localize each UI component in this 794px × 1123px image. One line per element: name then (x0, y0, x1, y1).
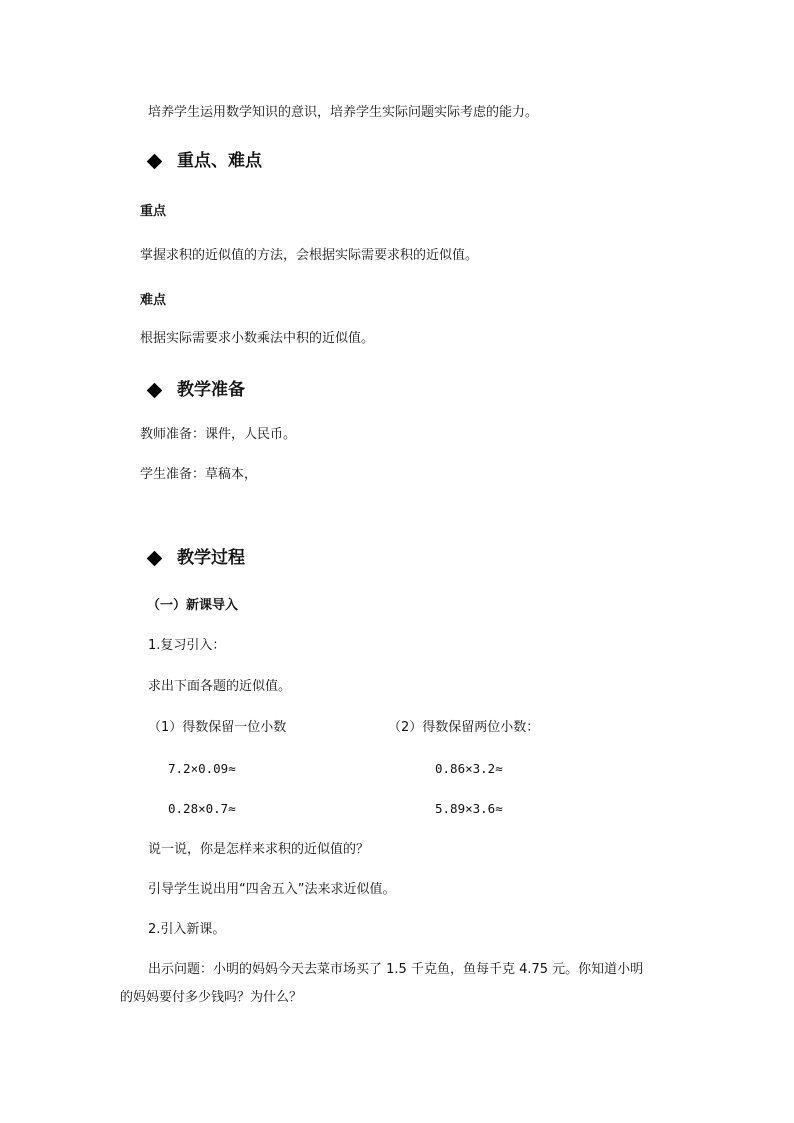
section-heading-process (147, 547, 245, 569)
discuss-text: 说一说，你是怎样来求积的近似值的？ (148, 842, 370, 857)
step1-prompt: 求出下面各题的近似值。 (148, 679, 292, 694)
right-column-title: （2）得数保留两位小数： (388, 720, 540, 735)
student-preparation: 学生准备：草稿本， (140, 467, 258, 482)
goal-text: 培养学生运用数学知识的意识，培养学生实际问题实际考虑的能力。 (148, 105, 539, 120)
diamond-bullet-icon (147, 550, 163, 566)
difficulty-label: 难点 (140, 293, 167, 308)
section-heading-preparation (147, 379, 245, 401)
exercise-item-left-2: 0.28×0.7≈ (168, 801, 236, 816)
section-heading-key-points-label: 重点、难点 (177, 151, 262, 171)
problem-text-line-1: 出示问题：小明的妈妈今天去菜市场买了 1.5 千克鱼，鱼每千克 4.75 元。你知道小明 (148, 962, 644, 977)
problem-text-line-2: 的妈妈要付多少钱吗？为什么？ (120, 990, 303, 1005)
exercise-item-right-1: 0.86×3.2≈ (435, 761, 503, 776)
sub-heading-new-lesson-intro: （一）新课导入 (147, 598, 239, 613)
diamond-bullet-icon (147, 382, 163, 398)
teacher-preparation: 教师准备：课件，人民币。 (140, 427, 297, 442)
left-column-title: （1）得数保留一位小数 (148, 720, 287, 735)
focus-label: 重点 (140, 204, 167, 219)
step1-title: 1.复习引入： (148, 638, 226, 653)
guide-text: 引导学生说出用“四舍五入”法来求近似值。 (148, 882, 396, 897)
diamond-bullet-icon (147, 153, 163, 169)
section-heading-preparation-label: 教学准备 (177, 380, 245, 400)
section-heading-process-label: 教学过程 (177, 548, 245, 568)
step2-title: 2.引入新课。 (148, 922, 226, 937)
exercise-item-left-1: 7.2×0.09≈ (168, 761, 236, 776)
focus-text: 掌握求积的近似值的方法，会根据实际需要求积的近似值。 (140, 248, 479, 263)
section-heading-key-points (147, 150, 262, 172)
exercise-item-right-2: 5.89×3.6≈ (435, 801, 503, 816)
difficulty-text: 根据实际需要求小数乘法中积的近似值。 (140, 331, 375, 346)
